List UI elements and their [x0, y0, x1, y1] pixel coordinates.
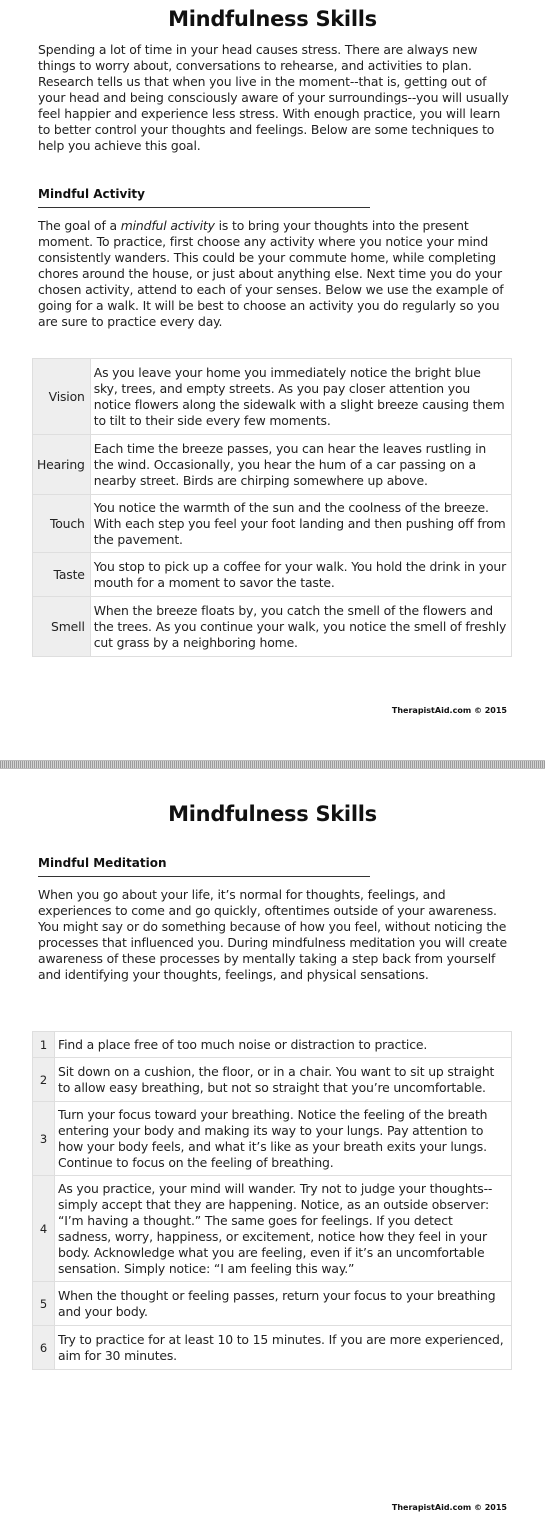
- section-text-after: is to bring your thoughts into the present moment. To practice, first choose any activity where you notice your mind consistently wanders. This could be your commute home, while completing chores around the house, or just about anything else. Next time you do your chosen activity, attend to each of your senses. Below we use the example of going for a walk. It will be best to choose an activity you do regularly so you are sure to practice every day.: [38, 218, 504, 329]
- intro-paragraph: Spending a lot of time in your head causes stress. There are always new things to worry about, conversations to rehearse, and activities to plan. Research tells us that when you live in the moment--that is, getting out of your head and being consciously aware of your surroundings--you will usually feel happier and experience less stress. With enough practice, you will learn to better control your thoughts and feelings. Below are some techniques to help you achieve this goal.: [38, 42, 509, 153]
- worksheet-page-2: [0, 770, 545, 1520]
- sense-label: Smell: [33, 597, 91, 657]
- step-number: 6: [33, 1326, 55, 1370]
- section-heading: Mindful Activity: [38, 187, 370, 208]
- sense-label: Hearing: [33, 435, 91, 495]
- sense-label: Touch: [33, 495, 91, 553]
- sense-description: As you leave your home you immediately notice the bright blue sky, trees, and empty streets. As you pay closer attention you notice flowers along the sidewalk with a slight breeze causing them to tilt to their side every few moments.: [90, 359, 511, 435]
- table-row: [33, 1326, 512, 1370]
- sense-label: Vision: [33, 359, 91, 435]
- page-title: Mindfulness Skills: [168, 7, 377, 31]
- section-heading: Mindful Meditation: [38, 856, 370, 877]
- step-number: 4: [33, 1176, 55, 1282]
- step-text: Sit down on a cushion, the floor, or in a chair. You want to sit up straight to allow easy breathing, but not so straight that you’re uncomfortable.: [55, 1058, 512, 1102]
- page-title: Mindfulness Skills: [168, 802, 377, 826]
- intro-paragraph: When you go about your life, it’s normal for thoughts, feelings, and experiences to come and go quickly, oftentimes outside of your awareness. You might say or do something because of how you feel, without noticing the processes that influenced you. During mindfulness meditation you will create awareness of these processes by mentally taking a step back from yourself and identifying your thoughts, feelings, and physical sensations.: [38, 887, 508, 982]
- table-row: [33, 1102, 512, 1176]
- step-number: 2: [33, 1058, 55, 1102]
- step-number: 1: [33, 1032, 55, 1058]
- sense-description: Each time the breeze passes, you can hear the leaves rustling in the wind. Occasionally, you hear the hum of a car passing on a nearby street. Birds are chirping somewhere up above.: [90, 435, 511, 495]
- step-text: Turn your focus toward your breathing. Notice the feeling of the breath entering your body and making its way to your lungs. Pay attention to how your body feels, and what it’s like as your breath exits your lungs. Continue to focus on the feeling of breathing.: [55, 1102, 512, 1176]
- step-number: 5: [33, 1282, 55, 1326]
- table-row: [33, 435, 512, 495]
- sense-description: You notice the warmth of the sun and the coolness of the breeze. With each step you feel your foot landing and then pushing off from the pavement.: [90, 495, 511, 553]
- table-row: [33, 1032, 512, 1058]
- table-row: [33, 1176, 512, 1282]
- table-row: [33, 1282, 512, 1326]
- step-text: When the thought or feeling passes, return your focus to your breathing and your body.: [55, 1282, 512, 1326]
- table-row: [33, 597, 512, 657]
- table-row: [33, 495, 512, 553]
- step-number: 3: [33, 1102, 55, 1176]
- step-text: Try to practice for at least 10 to 15 minutes. If you are more experienced, aim for 30 minutes.: [55, 1326, 512, 1370]
- sense-label: Taste: [33, 553, 91, 597]
- table-row: [33, 1058, 512, 1102]
- table-row: [33, 359, 512, 435]
- section-text-before: The goal of a: [38, 218, 121, 233]
- section-paragraph: [38, 218, 513, 330]
- page-separator: [0, 760, 545, 769]
- step-text: Find a place free of too much noise or distraction to practice.: [55, 1032, 512, 1058]
- table-row: [33, 553, 512, 597]
- senses-table: [32, 358, 512, 657]
- section-text-italic: mindful activity: [120, 218, 215, 233]
- sense-description: You stop to pick up a coffee for your walk. You hold the drink in your mouth for a moment to savor the taste.: [90, 553, 511, 597]
- step-text: As you practice, your mind will wander. Try not to judge your thoughts--simply accept that they are happening. Notice, as an outside observer: “I’m having a thought.” The same goes for feelings. If you detect sadness, worry, happiness, or excitement, notice how they feel in your body. Acknowledge what you are feeling, even if it’s an uncomfortable sensation. Simply notice: “I am feeling this way.”: [55, 1176, 512, 1282]
- steps-table: [32, 1031, 512, 1370]
- copyright-footer: TherapistAid.com © 2015: [391, 706, 507, 715]
- copyright-footer: TherapistAid.com © 2015: [391, 1503, 507, 1512]
- sense-description: When the breeze floats by, you catch the smell of the flowers and the trees. As you continue your walk, you notice the smell of freshly cut grass by a neighboring home.: [90, 597, 511, 657]
